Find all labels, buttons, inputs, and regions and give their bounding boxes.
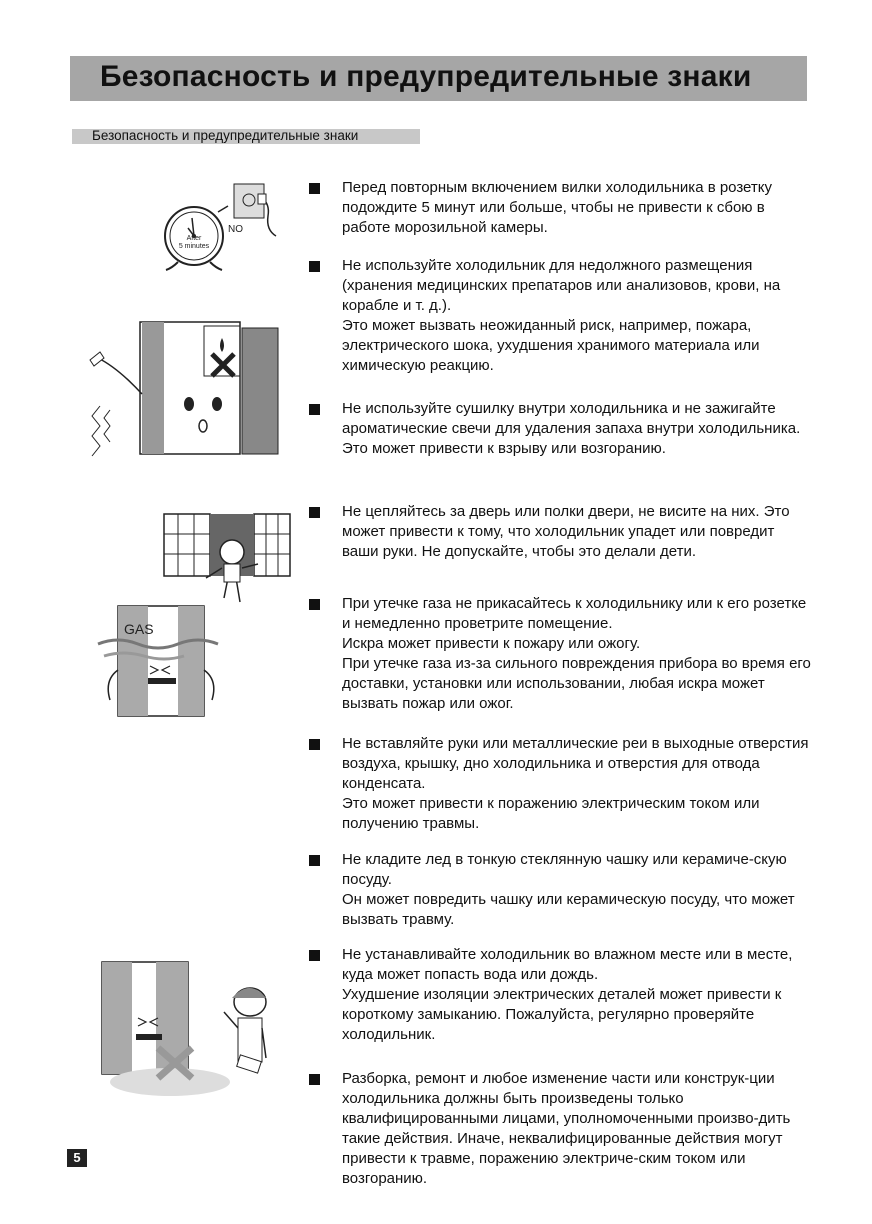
section-subtitle-bar [72,129,420,144]
item-text: Не вставляйте руки или металлические реи в выходные отверстия воздуха, крышку, дно холодильника и отверстия для отвода конденсата. [342,735,809,792]
svg-text:5 minutes: 5 minutes [178,243,210,250]
page-title: Безопасность и предупредительные знаки [100,60,752,93]
bullet-icon [309,507,320,518]
item-text: Это может привести к поражению электрическим током или получению травмы. [342,795,760,832]
item-text: Ухудшение изоляции электрических деталей может привести к короткому замыканию. Пожалуйста, регулярно проверяйте холодильник. [342,986,782,1043]
bullet-icon [309,261,320,272]
page-number: 5 [67,1149,87,1167]
item-text: Это может вызвать неожиданный риск, например, пожара, электрического шока, ухудшения хранимого материала или химическую реакцию. [342,317,760,374]
item-text: Не цепляйтесь за дверь или полки двери, не висите на них. Это может привести к тому, что холодильник упадет или повредит ваши руки. Не допускайте, чтобы это делали дети. [342,503,790,560]
clock-no-label: NO [228,224,243,235]
item-text: Не кладите лед в тонкую стеклянную чашку или керамиче-скую посуду. [342,851,787,888]
item-text: Разборка, ремонт и любое изменение части или конструк-ции холодильника должны быть произведены только квалифицированными лицами, уполномоченными произво-дить такие действия. Иначе, неквалифицированные действия могут привести к травме, поражению электриче-ским током или возгоранию. [342,1070,791,1187]
fridge-candle-illustration [86,318,286,468]
item-text: При утечке газа не прикасайтесь к холодильнику или к его розетке и немедленно проветрите помещение. [342,595,807,632]
bullet-icon [309,739,320,750]
bullet-icon [309,599,320,610]
item-text: Искра может привести к пожару или ожогу. [342,635,641,652]
humid-place-illustration [92,958,282,1108]
bullet-icon [309,404,320,415]
gas-label: GAS [124,621,154,637]
bullet-icon [309,1074,320,1085]
bullet-icon [309,855,320,866]
gas-leak-illustration [98,600,228,718]
section-subtitle: Безопасность и предупредительные знаки [92,128,359,143]
bullet-icon [309,950,320,961]
item-text: Перед повторным включением вилки холодильника в розетку подождите 5 минут или больше, чтобы не привести к сбою в работе морозильной камеры. [342,179,773,236]
item-text: При утечке газа из-за сильного повреждения прибора во время его доставки, установки или использовании, любая искра может вызвать пожар или ожог. [342,655,811,712]
clock-plug-illustration [158,178,288,278]
item-text: Не используйте сушилку внутри холодильника и не зажигайте ароматические свечи для удаления запаха внутри холодильника. Это может привести к взрыву или возгоранию. [342,400,801,457]
item-text: Он может повредить чашку или керамическую посуду, что может вызвать травму. [342,891,795,928]
page-title-bar [70,56,807,101]
item-text: Не устанавливайте холодильник во влажном месте или в месте, куда может попасть вода или дождь. [342,946,793,983]
clock-after-label: After [186,235,202,242]
item-text: Не используйте холодильник для недолжного размещения (хранения медицинских препатаров или анализовов, крови, на корабле и т. д.). [342,257,781,314]
bullet-icon [309,183,320,194]
